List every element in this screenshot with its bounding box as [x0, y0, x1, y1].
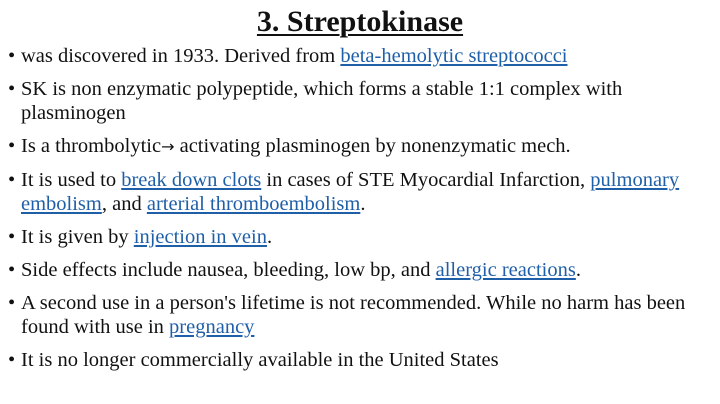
hyperlink[interactable]: beta-hemolytic streptococci	[340, 45, 568, 67]
hyperlink[interactable]: pregnancy	[169, 316, 255, 338]
hyperlink[interactable]: pulmonary embolism	[21, 169, 680, 215]
bullet-item	[8, 225, 714, 249]
bullet-dot: •	[8, 45, 16, 67]
bullet-text: SK is non enzymatic polypeptide, which forms a stable 1:1 complex with plasminogen	[21, 78, 623, 124]
bullet-item	[8, 168, 714, 216]
bullet-dot: •	[8, 349, 16, 371]
bullet-item	[8, 77, 714, 125]
bullet-text: It is no longer commercially available in the United States	[21, 349, 499, 371]
bullet-dot: •	[8, 259, 16, 281]
bullet-list	[8, 44, 714, 381]
bullet-text: It is given by	[21, 226, 134, 248]
bullet-text: It is used to	[21, 169, 122, 191]
bullet-item	[8, 44, 714, 68]
bullet-dot: •	[8, 292, 16, 314]
bullet-item	[8, 258, 714, 282]
bullet-text: Side effects include nausea, bleeding, low bp, and	[21, 259, 436, 281]
hyperlink[interactable]: allergic reactions	[435, 259, 576, 281]
bullet-text: A second use in a person's lifetime is not recommended. While no harm has been found with use in	[21, 292, 686, 338]
arrow-icon: →	[161, 137, 175, 156]
bullet-item	[8, 291, 714, 339]
hyperlink[interactable]: arterial thromboembolism	[146, 193, 361, 215]
bullet-text: , and	[101, 193, 147, 215]
bullet-dot: •	[8, 135, 16, 157]
slide-title	[0, 4, 720, 40]
bullet-text: .	[575, 259, 581, 281]
bullet-text: Is a thrombolytic	[21, 135, 162, 157]
bullet-item	[8, 348, 714, 372]
bullet-dot: •	[8, 169, 16, 191]
hyperlink[interactable]: break down clots	[121, 169, 262, 191]
bullet-text: .	[360, 193, 366, 215]
bullet-dot: •	[8, 78, 16, 100]
bullet-dot: •	[8, 226, 16, 248]
bullet-text: .	[266, 226, 273, 248]
bullet-item	[8, 134, 714, 159]
slide-title-text: 3. Streptokinase	[256, 5, 464, 38]
bullet-text: was discovered in 1933. Derived from	[21, 45, 341, 67]
bullet-text: activating plasminogen by nonenzymatic mech.	[174, 135, 571, 157]
bullet-text: in cases of STE Myocardial Infarction,	[261, 169, 591, 191]
hyperlink[interactable]: injection in vein	[133, 226, 267, 248]
